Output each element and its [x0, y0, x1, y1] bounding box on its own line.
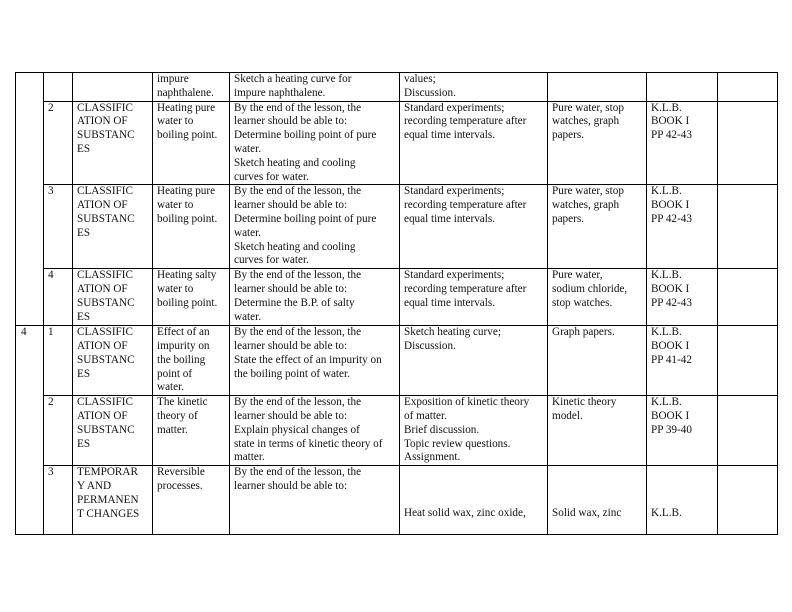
topic-cell: CLASSIFIC ATION OF SUBSTANC ES	[73, 326, 153, 396]
lesson-cell: 3	[44, 185, 73, 269]
objectives-cell: By the end of the lesson, the learner should be able to: State the effect of an impurity on the boiling point of water.	[230, 326, 400, 396]
resources-cell: Pure water, stop watches, graph papers.	[548, 101, 647, 185]
references-cell: K.L.B. BOOK I PP 39-40	[647, 396, 718, 466]
subtopic-cell: The kinetic theory of matter.	[153, 396, 230, 466]
table-row	[16, 185, 778, 269]
lesson-cell: 3	[44, 466, 73, 535]
lesson-cell: 1	[44, 326, 73, 396]
activities-cell: Exposition of kinetic theory of matter. Brief discussion. Topic review questions. Assignment.	[400, 396, 548, 466]
resources-cell: Pure water, sodium chloride, stop watches.	[548, 269, 647, 326]
objectives-cell: By the end of the lesson, the learner should be able to:	[230, 466, 400, 535]
references-cell: K.L.B.	[647, 466, 718, 535]
week-cell: 4	[16, 326, 44, 535]
week-cell	[16, 73, 44, 326]
subtopic-cell: impure naphthalene.	[153, 73, 230, 102]
activities-cell: Standard experiments; recording temperature after equal time intervals.	[400, 185, 548, 269]
subtopic-cell: Heating pure water to boiling point.	[153, 185, 230, 269]
topic-cell	[73, 73, 153, 102]
resources-cell	[548, 73, 647, 102]
resources-cell: Solid wax, zinc	[548, 466, 647, 535]
references-cell: K.L.B. BOOK I PP 42-43	[647, 101, 718, 185]
remarks-cell	[718, 269, 778, 326]
resources-cell: Graph papers.	[548, 326, 647, 396]
subtopic-cell: Heating salty water to boiling point.	[153, 269, 230, 326]
table-row	[16, 73, 778, 102]
table-row	[16, 396, 778, 466]
table-row	[16, 101, 778, 185]
activities-cell: Standard experiments; recording temperature after equal time intervals.	[400, 101, 548, 185]
lesson-cell: 4	[44, 269, 73, 326]
references-cell: K.L.B. BOOK I PP 42-43	[647, 185, 718, 269]
objectives-cell: Sketch a heating curve for impure naphthalene.	[230, 73, 400, 102]
resources-cell: Pure water, stop watches, graph papers.	[548, 185, 647, 269]
subtopic-cell: Reversible processes.	[153, 466, 230, 535]
objectives-cell: By the end of the lesson, the learner should be able to: Determine boiling point of pure water. Sketch heating and cooling curves for water.	[230, 101, 400, 185]
topic-cell: CLASSIFIC ATION OF SUBSTANC ES	[73, 269, 153, 326]
lesson-cell: 2	[44, 396, 73, 466]
lesson-cell: 2	[44, 101, 73, 185]
remarks-cell	[718, 73, 778, 102]
objectives-cell: By the end of the lesson, the learner should be able to: Determine boiling point of pure water. Sketch heating and cooling curves for water.	[230, 185, 400, 269]
activities-cell: Sketch heating curve; Discussion.	[400, 326, 548, 396]
references-cell	[647, 73, 718, 102]
remarks-cell	[718, 396, 778, 466]
references-cell: K.L.B. BOOK I PP 41-42	[647, 326, 718, 396]
scheme-of-work-table	[15, 72, 778, 535]
lesson-cell	[44, 73, 73, 102]
references-cell: K.L.B. BOOK I PP 42-43	[647, 269, 718, 326]
topic-cell: CLASSIFIC ATION OF SUBSTANC ES	[73, 101, 153, 185]
remarks-cell	[718, 466, 778, 535]
resources-cell: Kinetic theory model.	[548, 396, 647, 466]
activities-cell: values; Discussion.	[400, 73, 548, 102]
table-row	[16, 466, 778, 535]
topic-cell: CLASSIFIC ATION OF SUBSTANC ES	[73, 185, 153, 269]
topic-cell: TEMPORAR Y AND PERMANEN T CHANGES	[73, 466, 153, 535]
remarks-cell	[718, 326, 778, 396]
activities-cell: Standard experiments; recording temperature after equal time intervals.	[400, 269, 548, 326]
table-row	[16, 326, 778, 396]
table-row	[16, 269, 778, 326]
objectives-cell: By the end of the lesson, the learner should be able to: Explain physical changes of state in terms of kinetic theory of matter.	[230, 396, 400, 466]
remarks-cell	[718, 101, 778, 185]
remarks-cell	[718, 185, 778, 269]
objectives-cell: By the end of the lesson, the learner should be able to: Determine the B.P. of salty water.	[230, 269, 400, 326]
activities-cell: Heat solid wax, zinc oxide,	[400, 466, 548, 535]
subtopic-cell: Heating pure water to boiling point.	[153, 101, 230, 185]
subtopic-cell: Effect of an impurity on the boiling point of water.	[153, 326, 230, 396]
topic-cell: CLASSIFIC ATION OF SUBSTANC ES	[73, 396, 153, 466]
